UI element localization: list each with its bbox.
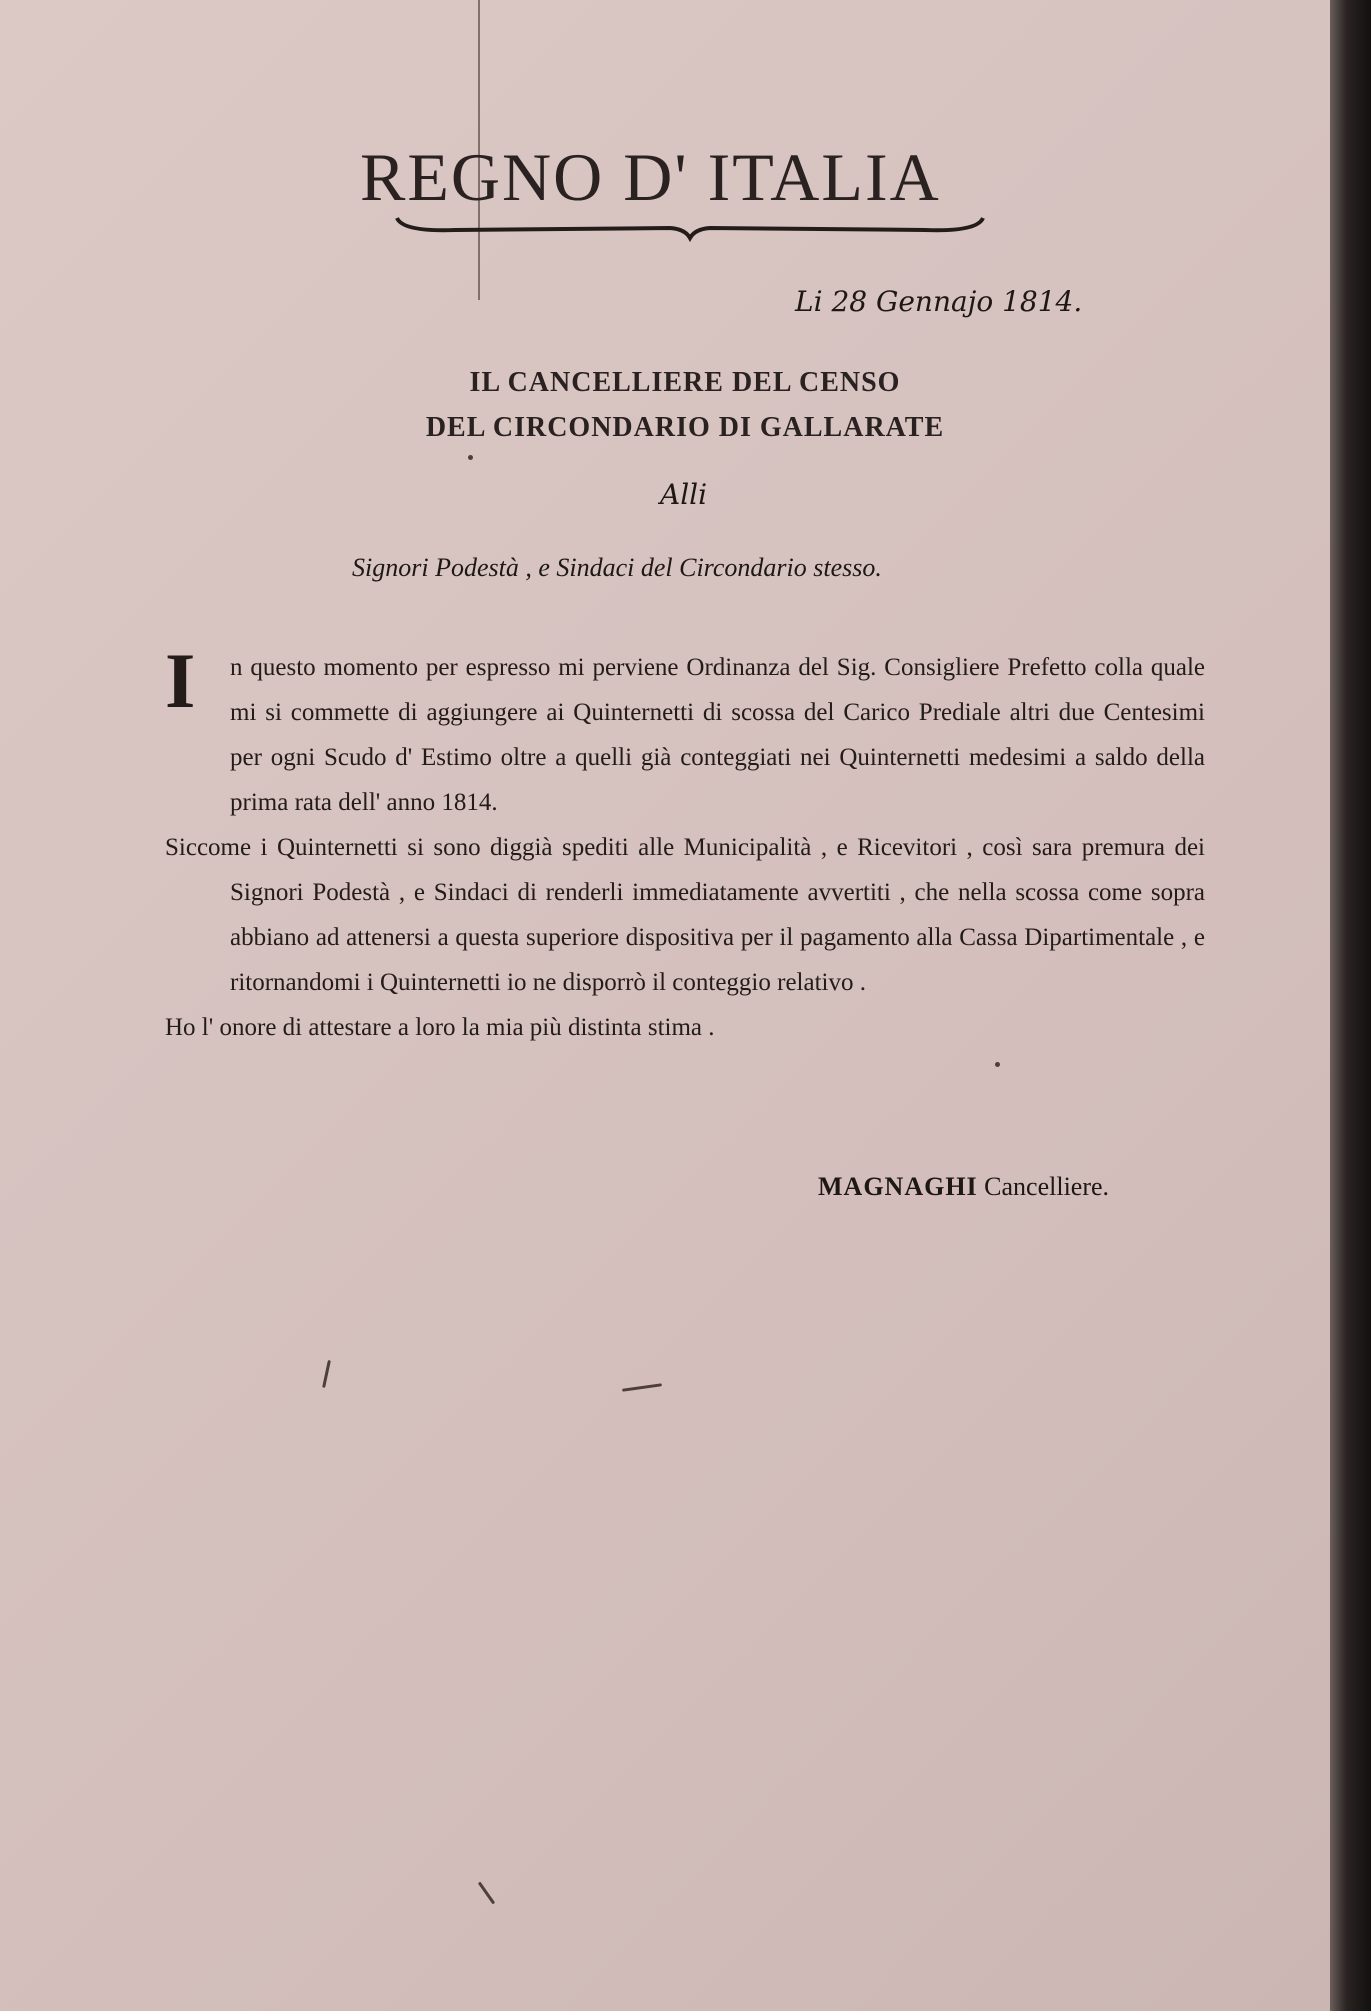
ink-mark xyxy=(322,1360,331,1388)
issuer-district: DEL CIRCONDARIO DI GALLARATE xyxy=(425,412,945,443)
ink-mark xyxy=(478,1881,495,1904)
ink-speck xyxy=(995,1062,1000,1067)
signature-block xyxy=(818,1172,1109,1202)
salutation-alli: Alli xyxy=(660,478,708,511)
paragraph-1-text: n questo momento per espresso mi perviene Ordinanza del Sig. Consigliere Prefetto colla quale mi si commette di aggiungere ai Quinternetti di scossa del Carico Prediale altri due Centesimi per ogni Scudo d' Estimo oltre a quelli già conteggiati nei Quinternetti medesimi a saldo della prima rata dell' anno 1814. xyxy=(230,654,1205,816)
drop-cap: I xyxy=(165,637,196,724)
paragraph-1 xyxy=(165,637,1205,825)
document-title: REGNO D' ITALIA xyxy=(360,139,941,215)
title-ornament-rule xyxy=(395,212,985,242)
addressee-line: Signori Podestà , e Sindaci del Circondario stesso. xyxy=(352,553,882,582)
signatory-surname: MAGNAGHI xyxy=(818,1172,978,1201)
ink-speck xyxy=(468,455,473,460)
letter-body xyxy=(165,637,1205,1050)
page-edge-shadow xyxy=(1330,0,1371,2011)
issuer-title: IL CANCELLIERE DEL CENSO xyxy=(469,367,901,398)
ink-mark xyxy=(622,1383,662,1392)
issuer-block xyxy=(340,360,1030,450)
document-date: Li 28 Gennajo 1814. xyxy=(795,285,1083,318)
signatory-role: Cancelliere. xyxy=(984,1172,1110,1201)
paragraph-2: Siccome i Quinternetti si sono diggià spediti alle Municipalità , e Ricevitori , così sara premura dei Signori Podestà , e Sindaci di renderli immediatamente avvertiti , che nella scossa come sopra abbiano ad attenersi a questa superiore dispositiva per il pagamento alla Cassa Dipartimentale , e ritornandomi i Quinternetti io ne disporrò il conteggio relativo . xyxy=(165,834,1205,996)
closing-line: Ho l' onore di attestare a loro la mia più distinta stima . xyxy=(165,1014,715,1041)
